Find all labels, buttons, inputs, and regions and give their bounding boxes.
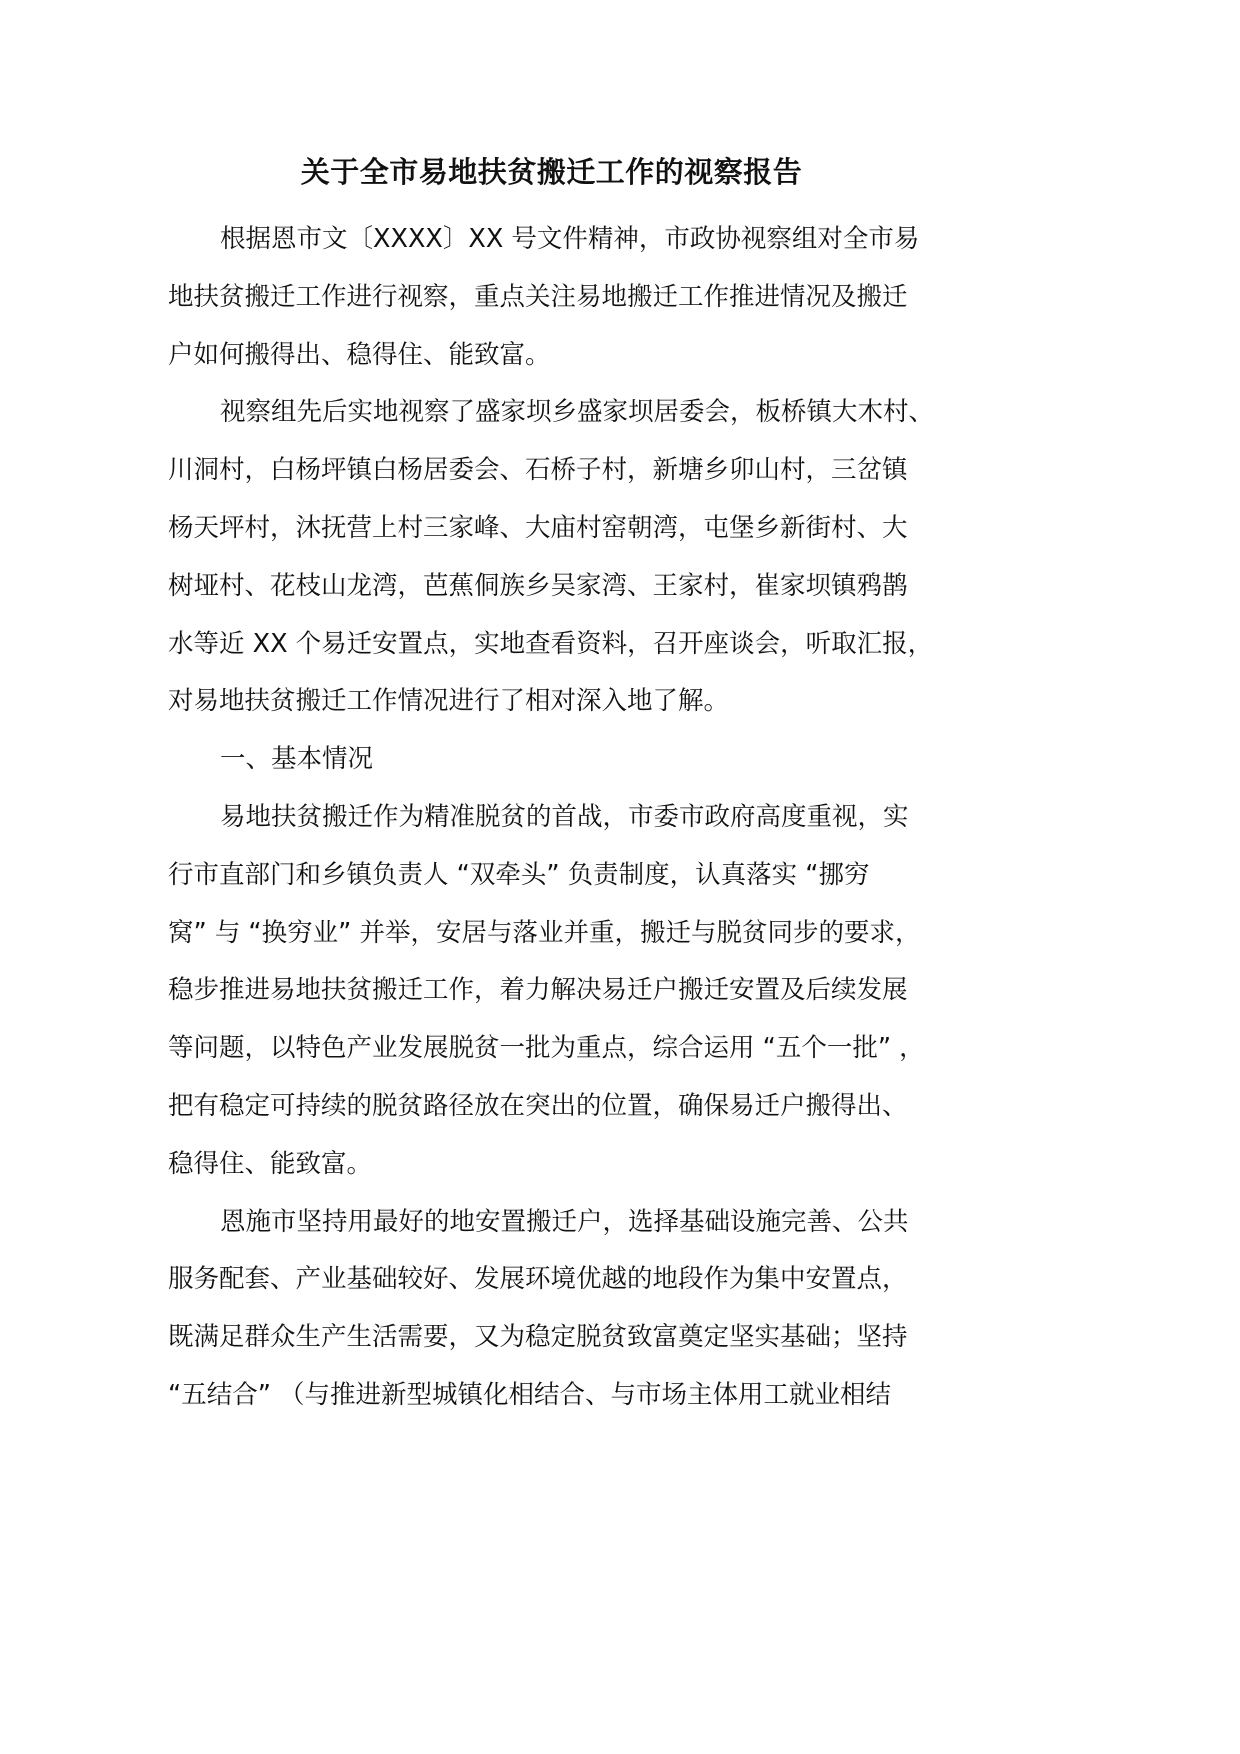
paragraph-line: 把有稳定可持续的脱贫路径放在突出的位置，确保易迁户搬得出、: [168, 1090, 908, 1121]
paragraph-4: [168, 789, 948, 1194]
paragraph-line: 户如何搬得出、稳得住、能致富。: [168, 339, 551, 370]
paragraph-line: 服务配套、产业基础较好、发展环境优越的地段作为集中安置点，: [168, 1264, 908, 1295]
section-heading-text: 一、基本情况: [220, 744, 374, 775]
paragraph-line: 既满足群众生产生活需要，又为稳定脱贫致富奠定坚实基础；坚持: [168, 1322, 908, 1353]
paragraph-line: 恩施市坚持用最好的地安置搬迁户，选择基础设施完善、公共: [220, 1206, 909, 1237]
paragraph-line: 根据恩市文〔XXXX〕XX 号文件精神，市政协视察组对全市易: [220, 224, 920, 254]
paragraph-line: 等问题，以特色产业发展脱贫一批为重点，综合运用 “五个一批” ，: [168, 1033, 925, 1064]
paragraph-line: 地扶贫搬迁工作进行视察，重点关注易地搬迁工作推进情况及搬迁: [168, 281, 908, 312]
paragraph-line: 对易地扶贫搬迁工作情况进行了相对深入地了解。: [168, 686, 730, 717]
paragraph-line: 行市直部门和乡镇负责人 “双牵头” 负责制度，认真落实 “挪穷: [168, 859, 870, 890]
paragraph-line: 视察组先后实地视察了盛家坝乡盛家坝居委会，板桥镇大木村、: [220, 397, 935, 428]
paragraph-line: 稳步推进易地扶贫搬迁工作，着力解决易迁户搬迁安置及后续发展: [168, 975, 908, 1006]
document-body: [168, 211, 948, 1425]
paragraph-line: “五结合” （与推进新型城镇化相结合、与市场主体用工就业相结: [168, 1379, 892, 1410]
document-title: 关于全市易地扶贫搬迁工作的视察报告: [300, 155, 803, 189]
paragraph-5: [168, 1194, 948, 1425]
paragraph-1: [168, 211, 948, 384]
paragraph-line: 稳得住、能致富。: [168, 1148, 373, 1179]
paragraph-line: 杨天坪村，沐抚营上村三家峰、大庙村窑朝湾，屯堡乡新街村、大: [168, 512, 908, 543]
paragraph-line: 树垭村、花枝山龙湾，芭蕉侗族乡吴家湾、王家村，崔家坝镇鸦鹊: [168, 570, 908, 601]
paragraph-line: 川洞村，白杨坪镇白杨居委会、石桥子村，新塘乡卯山村，三岔镇: [168, 455, 908, 486]
paragraph-2: [168, 384, 948, 731]
paragraph-line: 水等近 XX 个易迁安置点，实地查看资料，召开座谈会，听取汇报，: [168, 628, 934, 659]
section-heading: [168, 731, 948, 789]
paragraph-line: 窝” 与 “换穷业” 并举，安居与落业并重，搬迁与脱贫同步的要求，: [168, 917, 921, 948]
paragraph-line: 易地扶贫搬迁作为精准脱贫的首战，市委市政府高度重视，实: [220, 801, 909, 832]
